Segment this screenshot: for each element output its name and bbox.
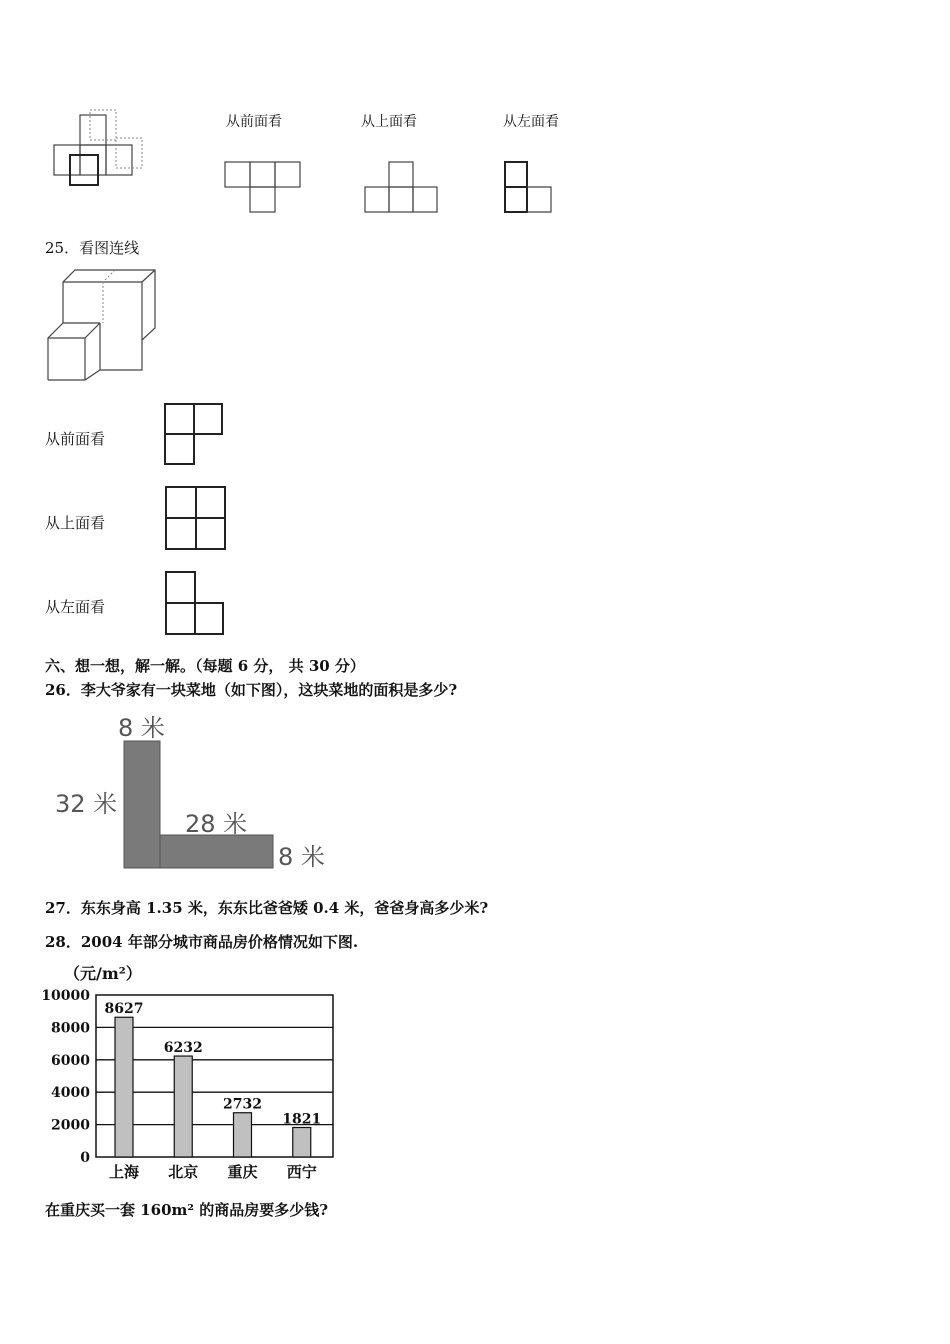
chart-bar	[234, 1113, 252, 1157]
chart-y-tick-label: 10000	[41, 988, 90, 1004]
chart-bar	[115, 1017, 133, 1157]
chart-y-unit-label: （元/m²）	[64, 964, 142, 983]
q26-dim-top: 8 米	[118, 714, 165, 742]
chart-x-category-label: 上海	[108, 1163, 140, 1181]
q25-view-label-front: 从前面看	[45, 430, 106, 448]
chart-bar	[174, 1056, 192, 1157]
chart-y-tick-label: 0	[80, 1150, 90, 1166]
chart-bar-value-label: 1821	[282, 1111, 322, 1128]
q26-dim-left: 32 米	[55, 790, 118, 818]
q26-dim-middle: 28 米	[185, 810, 248, 838]
q24-view-label-left: 从左面看	[503, 114, 559, 130]
chart-bar-value-label: 8627	[104, 1001, 144, 1018]
chart-bar-value-label: 2732	[223, 1096, 262, 1113]
chart-y-tick-label: 2000	[51, 1117, 90, 1134]
q24-view-label-top: 从上面看	[361, 114, 417, 130]
chart-y-tick-label: 6000	[51, 1052, 90, 1069]
q25-view-label-left: 从左面看	[45, 598, 106, 616]
q26-dim-right: 8 米	[278, 843, 325, 871]
q26-text: 26．李大爷家有一块菜地（如下图），这块菜地的面积是多少?	[45, 681, 458, 699]
q25-view-label-top: 从上面看	[45, 514, 106, 532]
chart-y-tick-label: 8000	[51, 1020, 90, 1037]
q24-view-label-front: 从前面看	[226, 114, 282, 130]
q25-title: 25．看图连线	[45, 239, 140, 257]
chart-x-category-label: 重庆	[227, 1163, 258, 1181]
q27-text: 27．东东身高 1.35 米，东东比爸爸矮 0.4 米，爸爸身高多少米?	[45, 899, 489, 917]
chart-x-category-label: 北京	[168, 1163, 199, 1181]
q28-text: 28．2004 年部分城市商品房价格情况如下图.	[45, 933, 359, 951]
section6-heading: 六、想一想，解一解。（每题 6 分， 共 30 分）	[45, 657, 365, 675]
chart-bar	[293, 1127, 311, 1157]
chart-y-tick-label: 4000	[51, 1085, 90, 1102]
q28-question: 在重庆买一套 160m² 的商品房要多少钱?	[45, 1201, 328, 1219]
chart-x-category-label: 西宁	[286, 1163, 317, 1181]
chart-bar-value-label: 6232	[163, 1040, 203, 1057]
